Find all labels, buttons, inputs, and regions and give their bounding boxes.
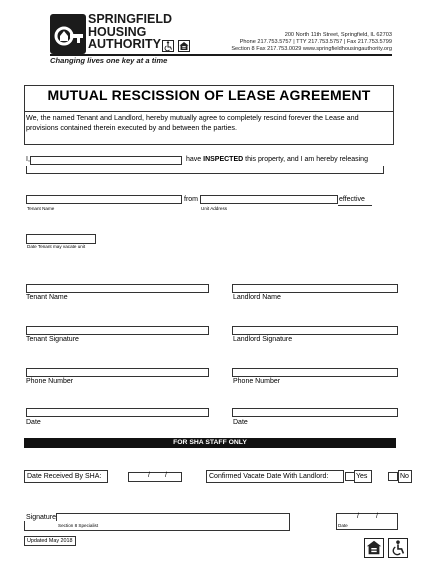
landlord-name-input[interactable] [30, 156, 182, 165]
date-slash: / [357, 513, 359, 520]
specialist-caption: Section 8 Specialist [58, 523, 99, 528]
no-checkbox[interactable] [388, 472, 398, 481]
statement-prefix: I, [26, 156, 30, 163]
sha-logo-icon [50, 14, 86, 54]
date-received-input[interactable] [128, 472, 182, 482]
from-label: from [184, 196, 198, 203]
yes-frame [354, 470, 372, 483]
tenant-date-label: Date [26, 419, 41, 426]
intro-paragraph: We, the named Tenant and Landlord, hereby mutually agree to completely rescind forever the Lease and provisions contained therein executed by and between the parties. [26, 113, 359, 132]
landlord-signature-label: Landlord Signature [233, 336, 293, 343]
date-slash: / [148, 472, 150, 479]
tenant-phone-line[interactable] [26, 368, 209, 377]
yes-label: Yes [356, 473, 368, 480]
unit-address-input[interactable] [200, 195, 338, 204]
no-frame [398, 470, 412, 483]
effective-label: effective [339, 196, 365, 203]
statement-text: have INSPECTED this property, and I am hereby releasing [186, 156, 368, 163]
contact-info: 200 North 11th Street, Springfield, IL 62703 Phone 217.753.5757 | TTY 217.753.5757 | Fax 217.753.5799 Section 8 Fax 217.753.0029 www.springfieldhousingauthority.org [231, 32, 392, 53]
organization-name: SPRINGFIELD HOUSING AUTHORITY [88, 12, 173, 51]
staff-only-band: FOR SHA STAFF ONLY [24, 438, 396, 448]
landlord-signature-line[interactable] [232, 326, 398, 335]
equal-housing-icon [178, 40, 190, 52]
date-slash: / [165, 472, 167, 479]
landlord-name-label: Landlord Name [233, 294, 281, 301]
vacate-date-caption: Date Tenant may vacate unit [27, 244, 86, 249]
tenant-name-caption: Tenant Name [27, 206, 55, 211]
tagline: Changing lives one key at a time [50, 56, 168, 65]
tenant-phone-label: Phone Number [26, 378, 74, 385]
landlord-date-label: Date [233, 419, 248, 426]
staff-date-caption: Date [338, 523, 348, 528]
landlord-date-line[interactable] [232, 408, 398, 417]
tenant-name-input[interactable] [26, 195, 182, 204]
unit-address-caption: Unit Address [201, 206, 228, 211]
updated-note: Updated May 2018 [24, 536, 76, 546]
landlord-phone-line[interactable] [232, 368, 398, 377]
accessibility-icon [162, 40, 174, 52]
page-title: MUTUAL RESCISSION OF LEASE AGREEMENT [47, 87, 371, 103]
equal-housing-footer-icon [364, 538, 384, 558]
vacate-date-input[interactable] [26, 234, 96, 244]
accessibility-footer-icon [388, 538, 408, 558]
tenant-date-line[interactable] [26, 408, 209, 417]
date-received-label: Date Received By SHA: [27, 473, 102, 480]
tenant-name-label: Tenant Name [26, 294, 68, 301]
statement-underline [26, 166, 384, 174]
landlord-name-line[interactable] [232, 284, 398, 293]
tenant-signature-label: Tenant Signature [26, 336, 79, 343]
no-label: No [400, 473, 409, 480]
signature-label: Signature [26, 514, 56, 521]
date-slash: / [376, 513, 378, 520]
tenant-name-line[interactable] [26, 284, 209, 293]
tenant-signature-line[interactable] [26, 326, 209, 335]
landlord-phone-label: Phone Number [233, 378, 281, 385]
effective-underline [338, 203, 372, 206]
confirmed-vacate-label: Confirmed Vacate Date With Landlord: [209, 473, 329, 480]
